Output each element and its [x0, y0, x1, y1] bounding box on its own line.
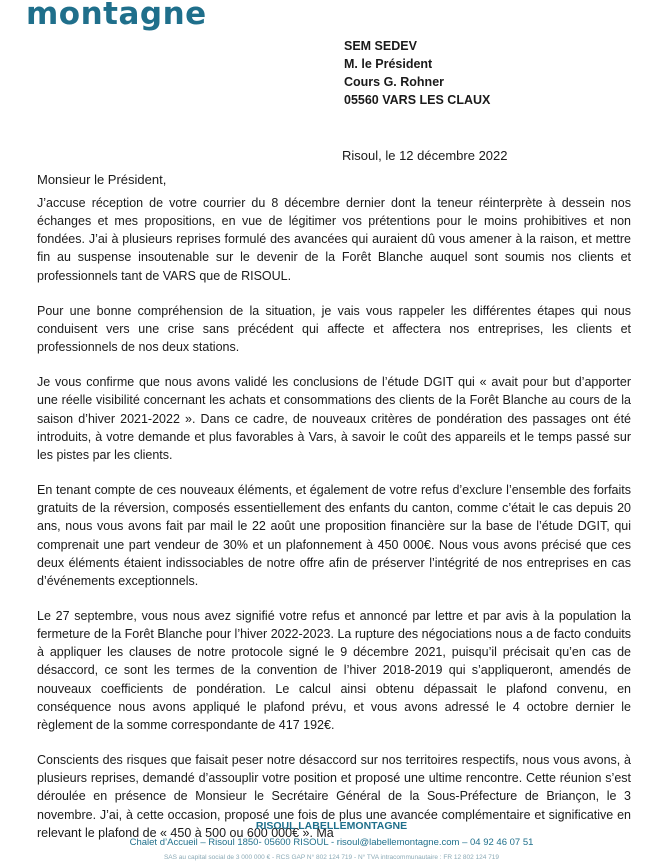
recipient-company: SEM SEDEV: [344, 39, 417, 53]
paragraph: J’accuse réception de votre courrier du 8 décembre dernier dont la teneur réinterprète à dessein nos échanges et mes propositions, en vue de légitimer vos prétentions pour le moins prohibitives et non fondées. J’ai à plusieurs reprises formulé des avancées qui auraient dû vous amener à la raison, et mettre fin au suspense insoutenable sur le devenir de la Forêt Blanche auquel sont soumis nos clients et professionnels tant de VARS que de RISOUL.: [37, 196, 631, 283]
recipient-street: Cours G. Rohner: [344, 75, 445, 89]
paragraph: Je vous confirme que nous avons validé les conclusions de l’étude DGIT qui « avait pour but d’apporter une réelle visibilité concernant les achats et consommations des clients de la Forêt Blanche au cours de la saison d’hiver 2021-2022 ». Dans ce cadre, de nouveaux critères de pondération des passages ont été introduits, à votre demande et plus favorables à Vars, à savoir le coût des appareils et le temps passé sur les pistes par les clients.: [37, 375, 631, 462]
letter-date: Risoul, le 12 décembre 2022: [342, 148, 508, 163]
letter-body: [37, 194, 631, 859]
footer-contact: Chalet d’Accueil – Risoul 1850- 05600 RISOUL - risoul@labellemontagne.com – 04 92 46 07 51: [129, 837, 534, 848]
footer-company: RISOUL LABELLEMONTAGNE: [255, 820, 408, 832]
salutation: Monsieur le Président,: [37, 172, 167, 187]
company-logo: montagne: [26, 0, 207, 32]
footer-legal: SAS au capital social de 3 000 000 € - RCS GAP N° 802 124 719 - N° TVA intracommunautaire : FR 12 802 124 719: [163, 854, 500, 861]
paragraph: Le 27 septembre, vous nous avez signifié votre refus et annoncé par lettre et par avis à la population la fermeture de la Forêt Blanche pour l’hiver 2022-2023. La rupture des négociations nous a de facto conduits à appliquer les clauses de notre protocole signé le 9 décembre 2021, puisqu’il précisait qu’en cas de désaccord, ce sont les termes de la convention de l’hiver 2018-2019 qui s’appliqueront, amendés de nouveaux coefficients de pondération. Le calcul ainsi obtenu dépassait le plafond convenu, en conséquence nous avons appliqué le plafond prévu, et vous avons adressé le 4 octobre dernier le règlement de la somme correspondante de 417 192€.: [37, 608, 631, 732]
paragraph: Conscients des risques que faisait peser notre désaccord sur nos territoires respectifs, nous vous avons, à plusieurs reprises, demandé d’assouplir votre position et proposé une ultime rencontre. Cette réunion s’est déroulée en présence de Monsieur le Secrétaire Général de la Sous-Préfecture de Briançon, le 3 novembre. J’ai, à cette occasion, proposé une fois de plus une avancée complémentaire et significative en relevant le plafond de « 450 à 500 ou 600 000€ ». Ma: [37, 753, 631, 840]
recipient-address: [344, 37, 490, 109]
paragraph: Pour une bonne compréhension de la situation, je vais vous rappeler les différentes étapes qui nous conduisent vers une crise sans précédent qui affecte et affectera nos entreprises, les clients et professionnels de nos deux stations.: [37, 303, 631, 355]
paragraph: En tenant compte de ces nouveaux éléments, et également de votre refus d’exclure l’ensemble des forfaits gratuits de la réversion, composés essentiellement des enfants du canton, comme c’était le cas depuis 20 ans, nous vous avons fait par mail le 22 août une proposition financière sur la base de l’étude DGIT, qui comprenait une part vendeur de 30% et un plafonnement à 450 000€. Nous vous avons précisé que ces deux éléments étaient indissociables de notre offre afin de préserver l’intégrité de nos entreprises en cas d’événements exceptionnels.: [37, 483, 631, 588]
recipient-title: M. le Président: [344, 57, 433, 71]
recipient-city: 05560 VARS LES CLAUX: [344, 93, 491, 107]
